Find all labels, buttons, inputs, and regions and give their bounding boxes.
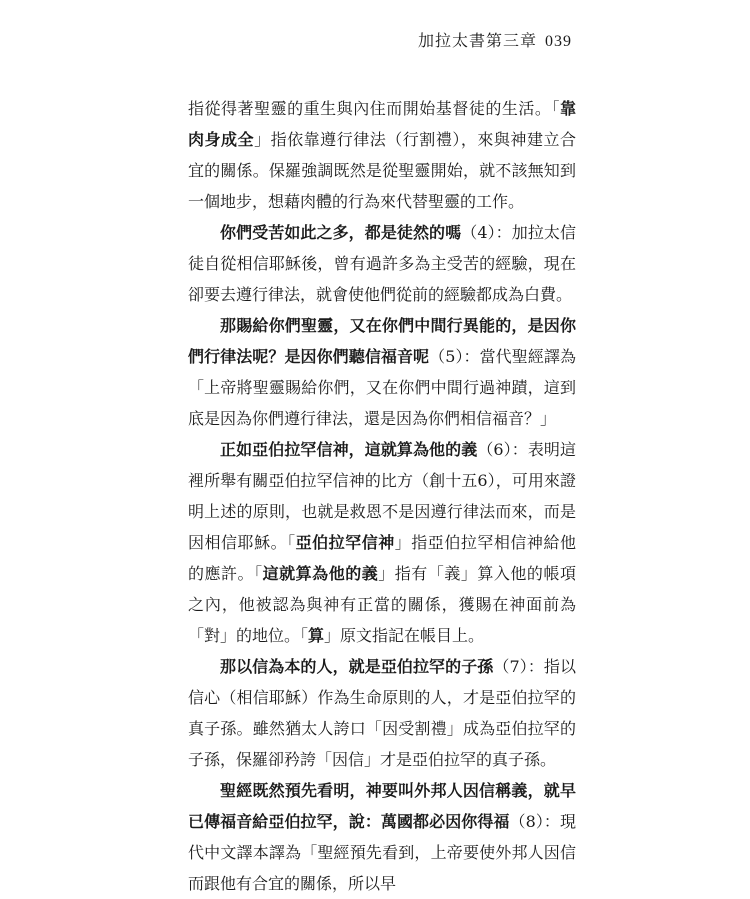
text-run: 」指亞伯拉罕相信神給他的應許。「 (188, 533, 576, 583)
bold-verse: 那以信為本的人，就是亞伯拉罕的子孫 (220, 657, 494, 676)
paragraph-4 (188, 434, 576, 651)
bold-term: 算 (308, 626, 325, 645)
paragraph-2 (188, 217, 576, 310)
text-run: 指從得著聖靈的重生與內住而開始基督徒的生活。「 (188, 99, 560, 118)
bold-verse: 那賜給你們聖靈，又在你們中間行異能的，是因你們行律法呢？是因你們聽信福音呢 (188, 316, 576, 366)
text-run: 」指有「義」算入他的帳項之內，他被認為與神有正當的關係，獲賜在神面前為「對」的地位。「 (188, 564, 576, 645)
paragraph-6 (188, 775, 576, 899)
paragraph-3 (188, 310, 576, 434)
bold-verse: 聖經既然預先看明，神要叫外邦人因信稱義，就早已傳福音給亞伯拉罕，說：萬國都必因你得福 (188, 781, 576, 831)
running-header (418, 28, 572, 51)
text-run: 」原文指記在帳目上。 (324, 626, 485, 645)
text-run: 」指依靠遵行律法（行割禮），來與神建立合宜的關係。保羅強調既然是從聖靈開始，就不該無知到一個地步，想藉肉體的行為來代替聖靈的工作。 (188, 130, 576, 211)
bold-term: 靠肉身成全 (188, 99, 576, 149)
bold-term: 亞伯拉罕信神 (295, 533, 395, 552)
paragraph-1 (188, 93, 576, 217)
page-number: 039 (545, 33, 572, 50)
paragraph-5 (188, 651, 576, 775)
bold-term: 這就算為他的義 (262, 564, 379, 583)
bold-verse: 正如亞伯拉罕信神，這就算為他的義 (220, 440, 478, 459)
bold-verse: 你們受苦如此之多，都是徒然的嗎 (220, 223, 462, 242)
text-run: （8）：現代中文譯本譯為「聖經預先看到，上帝要使外邦人因信而跟他有合宜的關係，所以早 (188, 812, 576, 893)
chapter-title: 加拉太書第三章 (417, 31, 537, 50)
text-run: （4）：加拉太信徒自從相信耶穌後，曾有過許多為主受苦的經驗，現在卻要去遵行律法，就會使他們從前的經驗都成為白費。 (188, 223, 576, 304)
text-run: （7）：指以信心（相信耶穌）作為生命原則的人，才是亞伯拉罕的真子孫。雖然猶太人誇口「因受割禮」成為亞伯拉罕的子孫，保羅卻矜誇「因信」才是亞伯拉罕的真子孫。 (188, 657, 576, 769)
page-body (188, 93, 576, 899)
text-run: （5）：當代聖經譯為「上帝將聖靈賜給你們，又在你們中間行過神蹟，這到底是因為你們遵行律法，還是因為你們相信福音？」 (188, 347, 576, 428)
text-run: （6）：表明這裡所舉有關亞伯拉罕信神的比方（創十五6），可用來證明上述的原則，也就是救恩不是因遵行律法而來，而是因相信耶穌。「 (188, 440, 576, 552)
